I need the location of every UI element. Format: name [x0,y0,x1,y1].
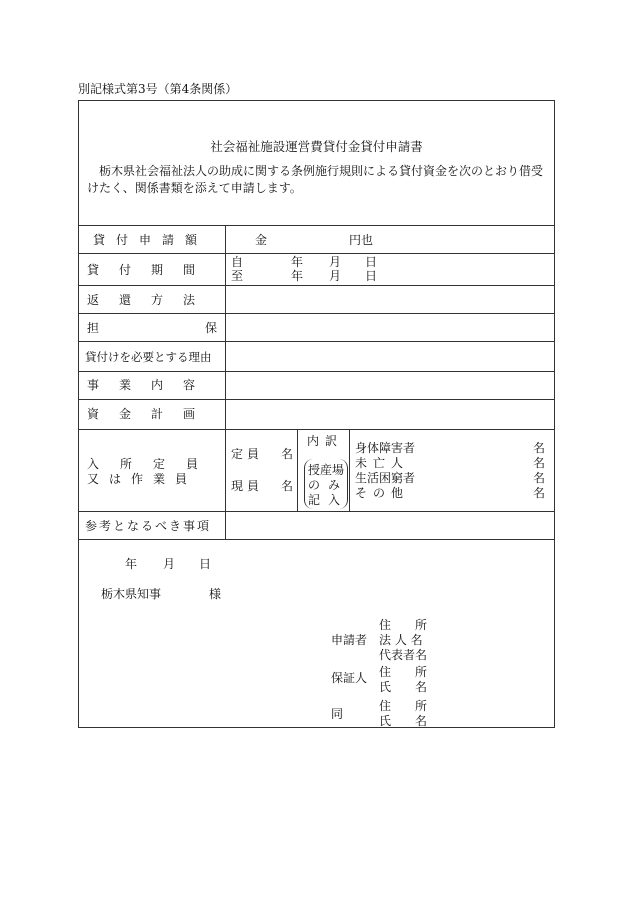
column-divider [225,225,226,539]
amount-suffix: 円也 [349,233,374,247]
period-to-month: 月 [329,269,342,283]
guarantor-name: 氏 名 [379,680,428,694]
rule [79,225,554,226]
repayment-label: 返還方法 [87,293,216,307]
guarantor-address: 住 所 [379,665,428,679]
second-guarantor-role: 同 [331,707,344,721]
genin-label: 現員 [231,479,264,493]
column-divider [297,429,298,511]
date-year: 年 [125,557,138,571]
date-day: 日 [199,557,212,571]
period-to: 至 [231,269,244,283]
collateral-label-left: 担 [87,321,100,335]
date-month: 月 [163,557,176,571]
teiin-label: 定員 [231,447,264,461]
rule [79,371,554,372]
capacity-label-line1: 入所定員 [87,457,220,471]
reference-label: 参考となるべき事項 [85,519,212,533]
category-unit: 名 [533,456,546,470]
rule [79,313,554,314]
second-guarantor-address: 住 所 [379,699,428,713]
rule [79,511,554,512]
form-title: 社会福祉施設運営費貸付金貸付申請書 [210,139,423,154]
applicant-representative: 代表者名 [379,648,428,662]
rule [79,285,554,286]
teiin-unit: 名 [281,447,294,461]
note-line-2: のみ [308,478,349,492]
period-from-day: 日 [365,255,378,269]
period-from-month: 月 [329,255,342,269]
form-number-caption: 別記様式第3号（第4条関係） [78,82,238,96]
period-from-year: 年 [291,255,304,269]
second-guarantor-name: 氏 名 [379,714,428,728]
category-disabled: 身体障害者 [355,441,416,455]
form-introduction: 栃木県社会福祉法人の助成に関する条例施行規則による貸付資金を次のとおり借受けたく、関係書類を添えて申請します。 [87,164,544,195]
amount-label: 貸付申請額 [93,233,209,247]
applicant-address: 住 所 [379,618,428,632]
rule [79,341,554,342]
rule [79,399,554,400]
column-divider [349,429,350,511]
rule [79,253,554,254]
category-needy: 生活困窮者 [355,471,416,485]
genin-unit: 名 [281,479,294,493]
addressee-honorific: 様 [209,587,222,601]
amount-prefix: 金 [255,233,268,247]
addressee: 栃木県知事 [101,587,162,601]
category-widow: 未亡人 [355,456,410,470]
period-label: 貸付期間 [87,263,216,277]
note-line-1: 授産場 [308,463,345,477]
category-unit: 名 [533,441,546,455]
period-to-year: 年 [291,269,304,283]
rule [79,429,554,430]
category-unit: 名 [533,471,546,485]
capacity-label-line2: 又は作業員 [87,472,198,486]
reason-label: 貸付けを必要とする理由 [85,350,212,364]
rule [79,539,554,540]
note-line-3: 記入 [308,493,349,507]
category-other: その他 [355,486,410,500]
uchiwake-label: 内訳 [307,434,344,448]
funding-label: 資金計画 [87,407,216,421]
business-label: 事業内容 [87,378,216,392]
category-unit: 名 [533,486,546,500]
guarantor-role: 保証人 [331,671,368,685]
applicant-role: 申請者 [331,633,368,647]
period-to-day: 日 [365,269,378,283]
applicant-corp-name: 法 人 名 [379,633,423,647]
period-from: 自 [231,255,244,269]
collateral-label-right: 保 [205,321,218,335]
application-form [78,100,555,728]
